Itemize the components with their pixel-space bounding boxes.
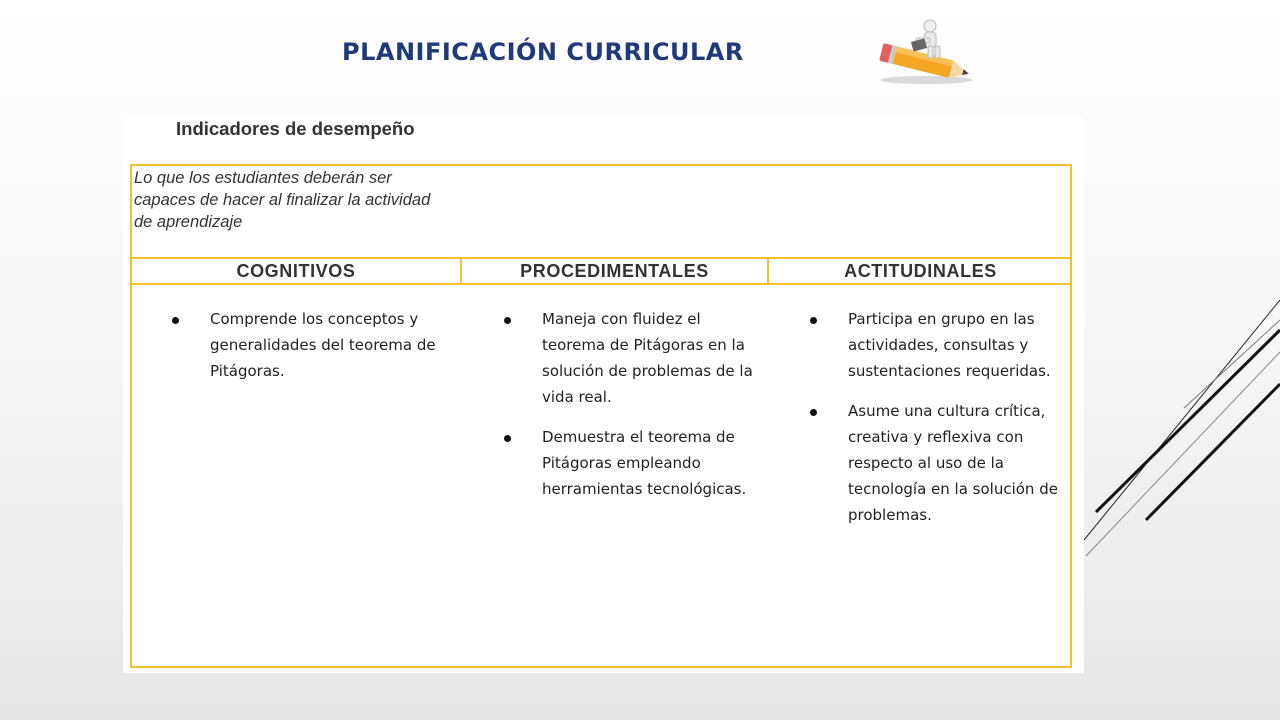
slide-title: PLANIFICACIÓN CURRICULAR (342, 38, 744, 66)
list-item-text: Demuestra el teorema de Pitágoras empleando herramientas tecnológicas. (542, 428, 747, 498)
list-item-text: Asume una cultura crítica, creativa y reflexiva con respecto al uso de la tecnología en la solución de problemas. (848, 402, 1058, 524)
table-header-row (132, 259, 1070, 285)
header-actitudinales: ACTITUDINALES (844, 261, 997, 281)
list-item (136, 306, 466, 384)
header-cognitivos: COGNITIVOS (132, 259, 462, 283)
list-item-text: Maneja con fluidez el teorema de Pitágoras en la solución de problemas de la vida real. (542, 310, 753, 406)
intro-text: Lo que los estudiantes deberán ser capaces de hacer al finalizar la actividad de aprendizaje (134, 169, 431, 231)
list-item (774, 398, 1074, 528)
bullet-icon (172, 317, 179, 324)
bullet-icon (504, 435, 511, 442)
intro-row (132, 166, 1070, 259)
bullet-icon (810, 409, 817, 416)
performance-indicators-card (123, 117, 1084, 673)
list-item (468, 306, 768, 410)
decorative-lines (1070, 300, 1280, 560)
header-procedimentales: PROCEDIMENTALES (462, 259, 769, 283)
list-item (774, 306, 1074, 384)
actitudinales-list (774, 306, 1074, 542)
cognitivos-list (136, 306, 466, 398)
bullet-icon (810, 317, 817, 324)
indicators-table (130, 164, 1072, 668)
list-item (468, 424, 768, 502)
list-item-text: Participa en grupo en las actividades, consultas y sustentaciones requeridas. (848, 310, 1051, 380)
procedimentales-list (468, 306, 768, 516)
card-heading: Indicadores de desempeño (176, 118, 415, 139)
person-on-pencil-icon (872, 18, 980, 88)
bullet-icon (504, 317, 511, 324)
list-item-text: Comprende los conceptos y generalidades del teorema de Pitágoras. (210, 310, 436, 380)
